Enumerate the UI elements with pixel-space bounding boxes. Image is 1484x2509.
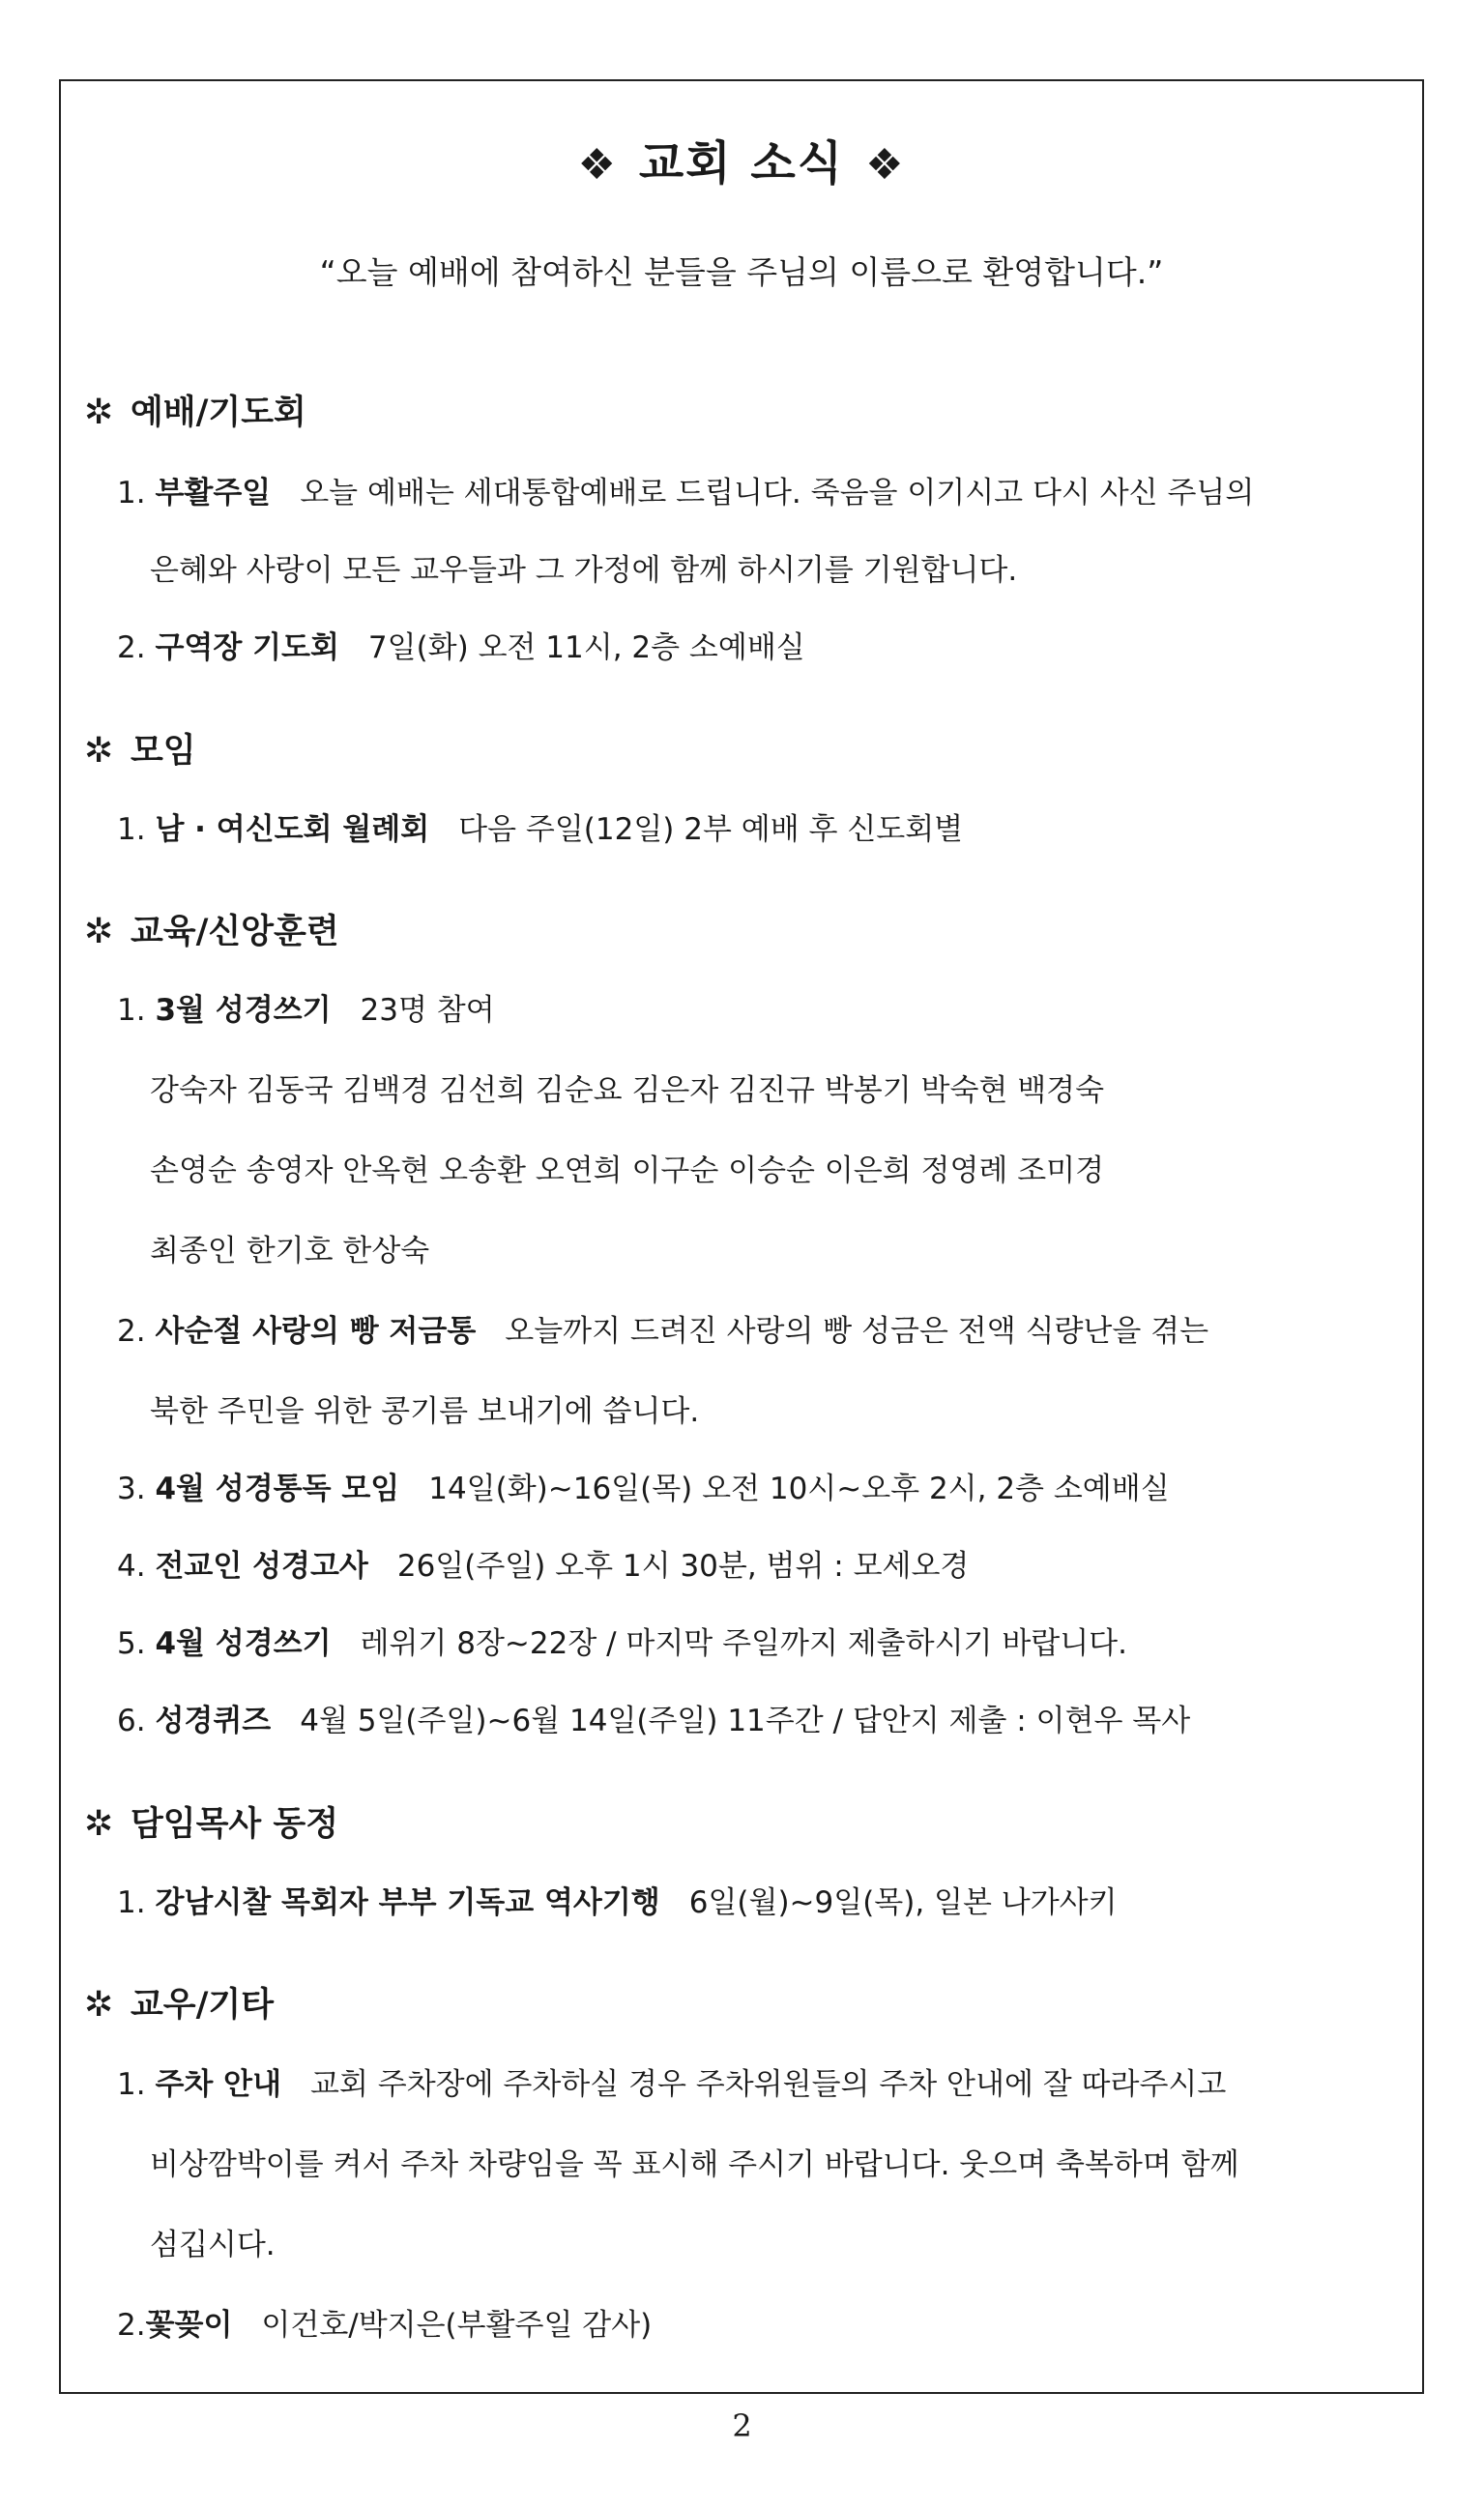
item-number: 1. <box>117 2067 146 2102</box>
section-heading-text: 모임 <box>131 732 196 771</box>
item-text: 오늘까지 드려진 사랑의 빵 성금은 전액 식량난을 겪는 <box>505 1314 1209 1349</box>
item-label: 4월 성경쓰기 <box>155 1626 332 1661</box>
item-number: 3. <box>117 1472 146 1506</box>
list-item <box>117 468 1254 511</box>
section-heading-text: 예배/기도회 <box>131 394 306 432</box>
welcome-message: “오늘 예배에 참여하신 분들을 주님의 이름으로 환영합니다.” <box>319 253 1164 291</box>
item-text: 23명 참여 <box>360 993 495 1028</box>
item-number: 1. <box>117 476 146 511</box>
diamond-ornament-icon: ❖ <box>577 140 618 190</box>
item-number: 2. <box>117 2308 146 2343</box>
list-item <box>117 2059 1226 2103</box>
item-continuation: 은혜와 사랑이 모든 교우들과 그 가정에 함께 하시기를 기원합니다. <box>150 553 1018 588</box>
item-label: 성경퀴즈 <box>155 1704 272 1738</box>
list-item <box>117 623 805 666</box>
section-heading-text: 교육/신앙훈련 <box>131 913 339 951</box>
item-number: 6. <box>117 1704 146 1738</box>
item-text: 4월 5일(주일)~6월 14일(주일) 11주간 / 답안지 제출 : 이현우 목사 <box>300 1704 1191 1738</box>
item-label: 강남시찰 목회자 부부 기독교 역사기행 <box>155 1885 660 1920</box>
item-number: 2. <box>117 1314 146 1349</box>
list-item <box>117 1696 1190 1739</box>
section-heading-education <box>84 905 339 953</box>
item-label: 전교인 성경고사 <box>155 1549 368 1584</box>
item-label: 사순절 사랑의 빵 저금통 <box>155 1314 477 1349</box>
section-heading-pastor-news <box>84 1797 338 1846</box>
item-continuation: 최종인 한기호 한상숙 <box>150 1234 430 1269</box>
list-item <box>117 1306 1208 1350</box>
item-label: 꽃꽂이 <box>145 2308 233 2343</box>
item-text: 레위기 8장~22장 / 마지막 주일까지 제출하시기 바랍니다. <box>360 1626 1127 1661</box>
item-text: 26일(주일) 오후 1시 30분, 범위 : 모세오경 <box>396 1549 970 1584</box>
list-item <box>117 985 495 1029</box>
item-continuation: 비상깜박이를 켜서 주차 차량임을 꼭 표시해 주시기 바랍니다. 웃으며 축복하며 함께 <box>150 2147 1239 2182</box>
diamond-ornament-icon: ❖ <box>865 140 906 190</box>
bulletin-frame <box>59 79 1424 2394</box>
page-number: 2 <box>732 2407 752 2444</box>
list-item <box>117 1464 1170 1507</box>
asterisk-bullet-icon: ✲ <box>84 731 114 771</box>
item-text: 다음 주일(12일) 2부 예배 후 신도회별 <box>458 812 964 847</box>
item-text: 오늘 예배는 세대통합예배로 드립니다. 죽음을 이기시고 다시 사신 주님의 <box>300 476 1255 511</box>
item-number: 4. <box>117 1549 146 1584</box>
item-label: 주차 안내 <box>155 2067 282 2102</box>
item-number: 1. <box>117 1885 146 1920</box>
section-heading-worship <box>84 386 306 434</box>
item-number: 2. <box>117 630 146 665</box>
item-label: 3월 성경쓰기 <box>155 993 332 1028</box>
asterisk-bullet-icon: ✲ <box>84 912 114 951</box>
asterisk-bullet-icon: ✲ <box>84 1804 114 1844</box>
item-number: 5. <box>117 1626 146 1661</box>
page-title <box>61 126 1422 192</box>
item-number: 1. <box>117 993 146 1028</box>
list-item <box>117 2300 652 2344</box>
item-text: 교회 주차장에 주차하실 경우 주차위원들의 주차 안내에 잘 따라주시고 <box>310 2067 1227 2102</box>
section-heading-text: 교우/기타 <box>131 1986 275 2025</box>
page-title-text: 교회 소식 <box>638 136 845 190</box>
asterisk-bullet-icon: ✲ <box>84 1985 114 2025</box>
item-text: 이건호/박지은(부활주일 감사) <box>261 2308 653 2343</box>
item-continuation: 섬깁시다. <box>150 2228 276 2262</box>
item-text: 7일(화) 오전 11시, 2층 소예배실 <box>367 630 805 665</box>
asterisk-bullet-icon: ✲ <box>84 393 114 432</box>
item-continuation: 손영순 송영자 안옥현 오송환 오연희 이구순 이승순 이은희 정영례 조미경 <box>150 1153 1105 1188</box>
section-heading-meetings <box>84 724 196 773</box>
item-text: 6일(월)~9일(목), 일본 나가사키 <box>688 1885 1118 1920</box>
section-heading-text: 담임목사 동정 <box>131 1805 339 1844</box>
item-label: 4월 성경통독 모임 <box>155 1472 400 1506</box>
list-item <box>117 1878 1118 1921</box>
item-continuation: 북한 주민을 위한 콩기름 보내기에 씁니다. <box>150 1394 700 1429</box>
item-text: 14일(화)~16일(목) 오전 10시~오후 2시, 2층 소예배실 <box>428 1472 1170 1506</box>
item-label: 남 · 여신도회 월례회 <box>155 812 430 847</box>
list-item <box>117 804 963 848</box>
item-label: 구역장 기도회 <box>155 630 339 665</box>
item-label: 부활주일 <box>155 476 272 511</box>
item-continuation: 강숙자 김동국 김백경 김선희 김순요 김은자 김진규 박봉기 박숙현 백경숙 <box>150 1073 1105 1108</box>
section-heading-members-misc <box>84 1978 274 2027</box>
item-number: 1. <box>117 812 146 847</box>
list-item <box>117 1619 1127 1662</box>
list-item <box>117 1541 969 1585</box>
